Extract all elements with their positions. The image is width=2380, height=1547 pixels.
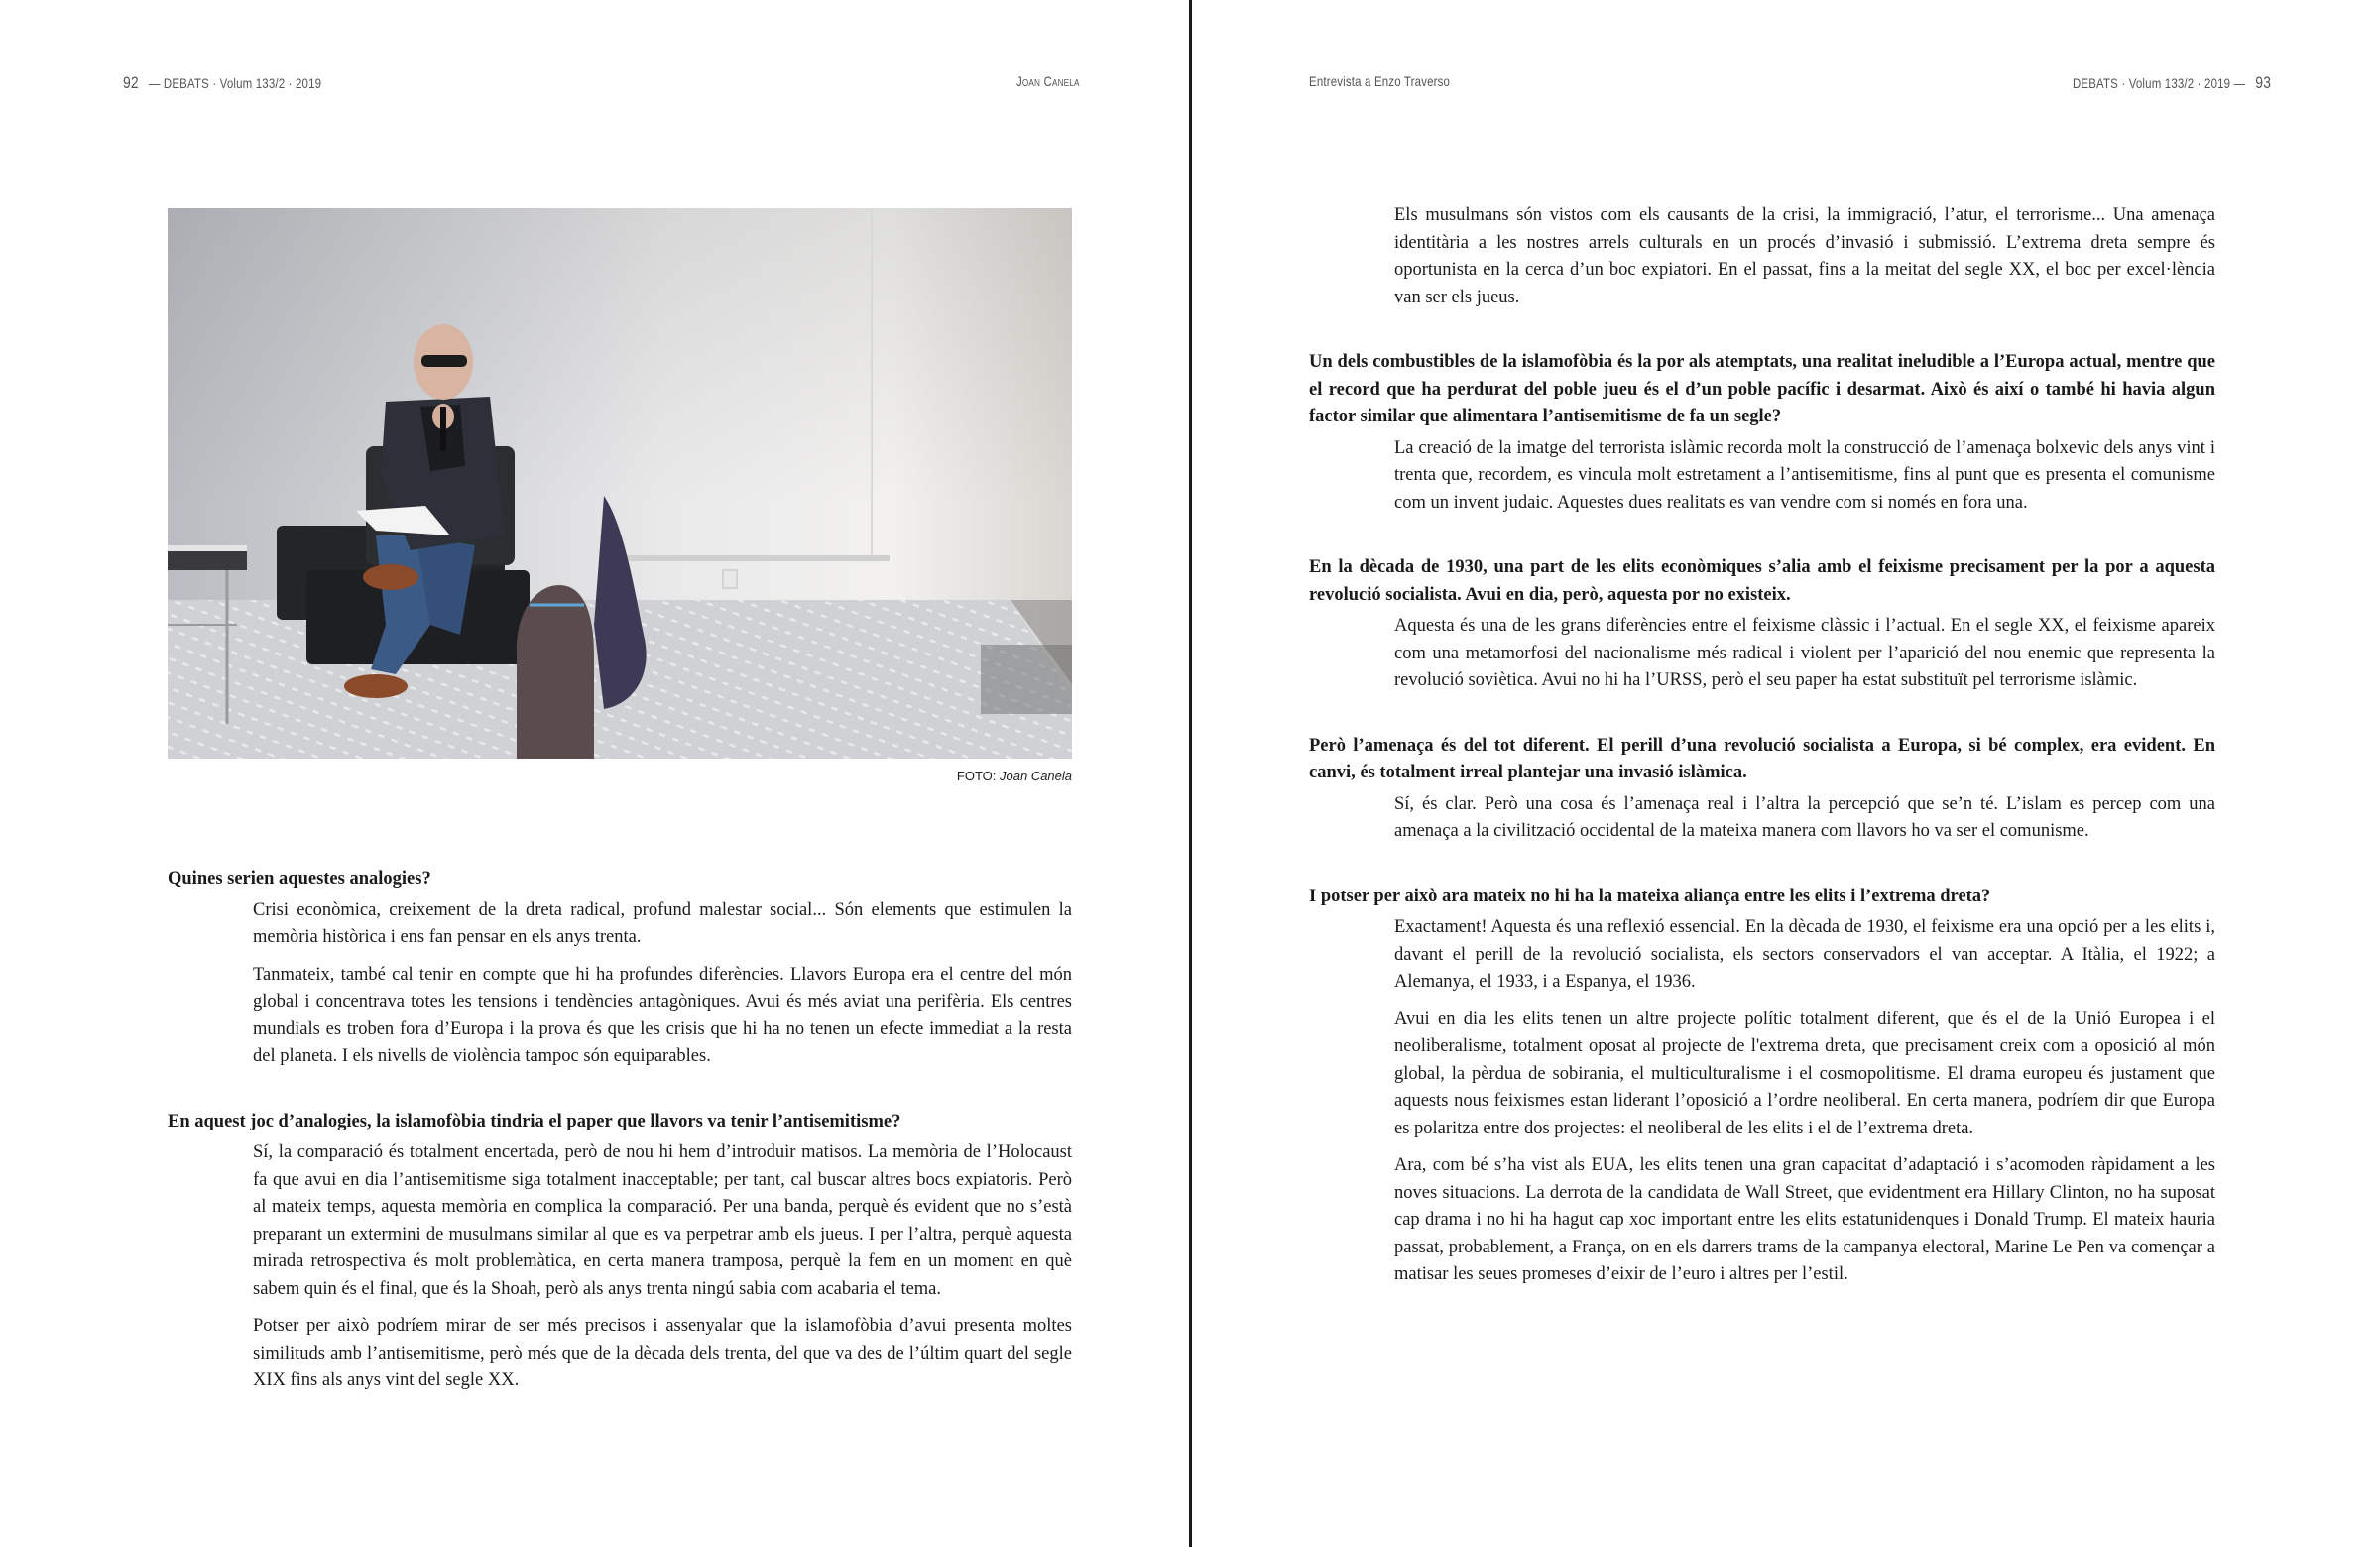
author-name: Joan Canela — [1016, 73, 1080, 89]
right-page — [1192, 0, 2380, 1547]
running-head-right — [2073, 73, 2271, 93]
interview-answer: Avui en dia les elits tenen un altre projecte polític totalment diferent, que és el de la Unió Europea i el neoliberalisme, totalment oposat al projecte de l'extrema dreta, que precisament creix com a oposició al món global, la pèrdua de sobirania, el multiculturalisme i el cosmopolitisme. El drama europeu és justament que aquests nous feixismes estan liderant l’oposició a l’ordre neoliberal. En certa manera, podríem dir que Europa es polaritza entre dos projectes: el neoliberal de les elits i el de l’extrema dreta. — [1394, 1009, 2215, 1138]
photo-caption — [168, 769, 1072, 783]
interview-answer: Exactament! Aquesta és una reflexió essencial. En la dècada de 1930, el feixisme era una opció per a les elits i, davant el perill de la revolució socialista, els sectors conservadors el van acceptar. A Itàlia, el 1922; a Alemanya, el 1933, i a Espanya, el 1936. — [1394, 917, 2215, 992]
interview-question: Però l’amenaça és del tot diferent. El perill d’una revolució socialista a Europa, si bé complex, era evident. En canvi, és totalment irreal plantejar una invasió islàmica. — [1309, 735, 2215, 782]
caption-credit: Joan Canela — [1000, 769, 1072, 783]
left-page — [0, 0, 1189, 1547]
page-number: 93 — [2255, 73, 2271, 92]
interview-question: I potser per això ara mateix no hi ha la mateixa aliança entre les elits i l’extrema dreta? — [1309, 886, 1991, 906]
interview-answer: Aquesta és una de les grans diferències entre el feixisme clàssic i l’actual. En el segle XX, el feixisme apareix com una metamorfosi del nacionalisme més radical i violent per l’aparició del nou enemic que representa la revolució soviètica. Avui no hi ha l’URSS, però el seu paper ha estat substituït pel terrorisme islàmic. — [1394, 616, 2215, 690]
interview-photo — [168, 208, 1072, 759]
left-body-text — [168, 866, 1072, 1395]
page-number: 92 — [123, 73, 139, 92]
journal-title: — DEBATS · Volum 133/2 · 2019 — [148, 75, 322, 91]
journal-title: DEBATS · Volum 133/2 · 2019 — — [2072, 75, 2246, 91]
interview-question: Un dels combustibles de la islamofòbia és la por als atemptats, una realitat ineludible a l’Europa actual, mentre que el record que ha perdurat del poble jueu és el d’un poble pacífic i desarmat. Això és així o també hi havia algun factor similar que alimentara l’antisemitisme de fa un segle? — [1309, 352, 2215, 426]
interview-answer: Sí, la comparació és totalment encertada, però de nou hi hem d’introduir matisos. La memòria de l’Holocaust fa que avui en dia l’antisemitisme siga totalment inacceptable; per tant, cal buscar altres bocs expiatoris. Però al mateix temps, aquesta memòria en complica la comparació. Per una banda, perquè és evident que no s’està preparant un extermini de musulmans similar al que es va perpetrar amb els jueus. I per l’altra, perquè aquesta mirada retrospectiva és molt problemàtica, en certa manera tramposa, perquè la fem en un moment en què sabem quin és el final, que és la Shoah, però als anys trenta ningú sabia com acabaria el tema. — [253, 1142, 1072, 1299]
interview-answer: La creació de la imatge del terrorista islàmic recorda molt la construcció de l’amenaça bolxevic dels anys vint i trenta que, recordem, es vincula molt estretament a l’antisemitisme, fins al punt que es presenta el comunisme com un invent judaic. Aquestes dues realitats es van vendre com si només en fora una. — [1394, 437, 2215, 513]
interview-answer: Els musulmans són vistos com els causants de la crisi, la immigració, l’atur, el terrorisme... Una amenaça identitària a les nostres arrels culturals en un procés d’invasió i submissió. L’extrema dreta sempre és oportunista en la cerca d’un boc expiatori. En el passat, fins a la meitat del segle XX, el boc per excel·lència van ser els jueus. — [1394, 205, 2215, 307]
article-title: Entrevista a Enzo Traverso — [1309, 73, 1451, 89]
interview-question: Quines serien aquestes analogies? — [168, 869, 431, 889]
interview-answer: Potser per això podríem mirar de ser més precisos i assenyalar que la islamofòbia d’avui presenta moltes similituds amb l’antisemitisme, però més que de la dècada dels trenta, del que va des de l’últim quart del segle XIX fins als anys vint del segle XX. — [253, 1316, 1072, 1390]
running-head-left — [123, 73, 321, 93]
interview-answer: Tanmateix, també cal tenir en compte que hi ha profundes diferències. Llavors Europa era el centre del món global i concentrava totes les tensions i tendències antagòniques. Avui és més aviat una perifèria. Els centres mundials es troben fora d’Europa i la prova és que les crisis que hi ha no tenen un efecte immediat a la resta del planeta. I els nivells de violència tampoc són equiparables. — [253, 964, 1072, 1066]
caption-prefix: FOTO: — [956, 769, 997, 783]
interview-answer: Crisi econòmica, creixement de la dreta radical, profund malestar social... Són elements que estimulen la memòria històrica i ens fan pensar en els anys trenta. — [253, 899, 1072, 947]
photo-illustration — [168, 208, 1072, 759]
interview-question: En aquest joc d’analogies, la islamofòbia tindria el paper que llavors va tenir l’antisemitisme? — [168, 1111, 901, 1131]
interview-answer: Sí, és clar. Però una cosa és l’amenaça real i l’altra la percepció que se’n té. L’islam es percep com una amenaça a la civilització occidental de la mateixa manera com llavors ho va ser el comunisme. — [1394, 793, 2215, 841]
right-body-text — [1309, 202, 2215, 1289]
interview-answer: Ara, com bé s’ha vist als EUA, les elits tenen una gran capacitat d’adaptació i s’acomoden ràpidament a les noves situacions. La derrota de la candidata de Wall Street, que evidentment era Hillary Clinton, no ha suposat cap drama i no hi ha hagut cap xoc important entre les elits estatunidenques i Donald Trump. El mateix hauria passat, probablement, a França, on en els darrers trams de la campanya electoral, Marine Le Pen va començar a matisar les seues promeses d’eixir de l’euro i altres per l’estil. — [1394, 1155, 2215, 1284]
interview-question: En la dècada de 1930, una part de les elits econòmiques s’alia amb el feixisme precisament per la por a aquesta revolució socialista. Avui en dia, però, aquesta por no existeix. — [1309, 557, 2215, 605]
